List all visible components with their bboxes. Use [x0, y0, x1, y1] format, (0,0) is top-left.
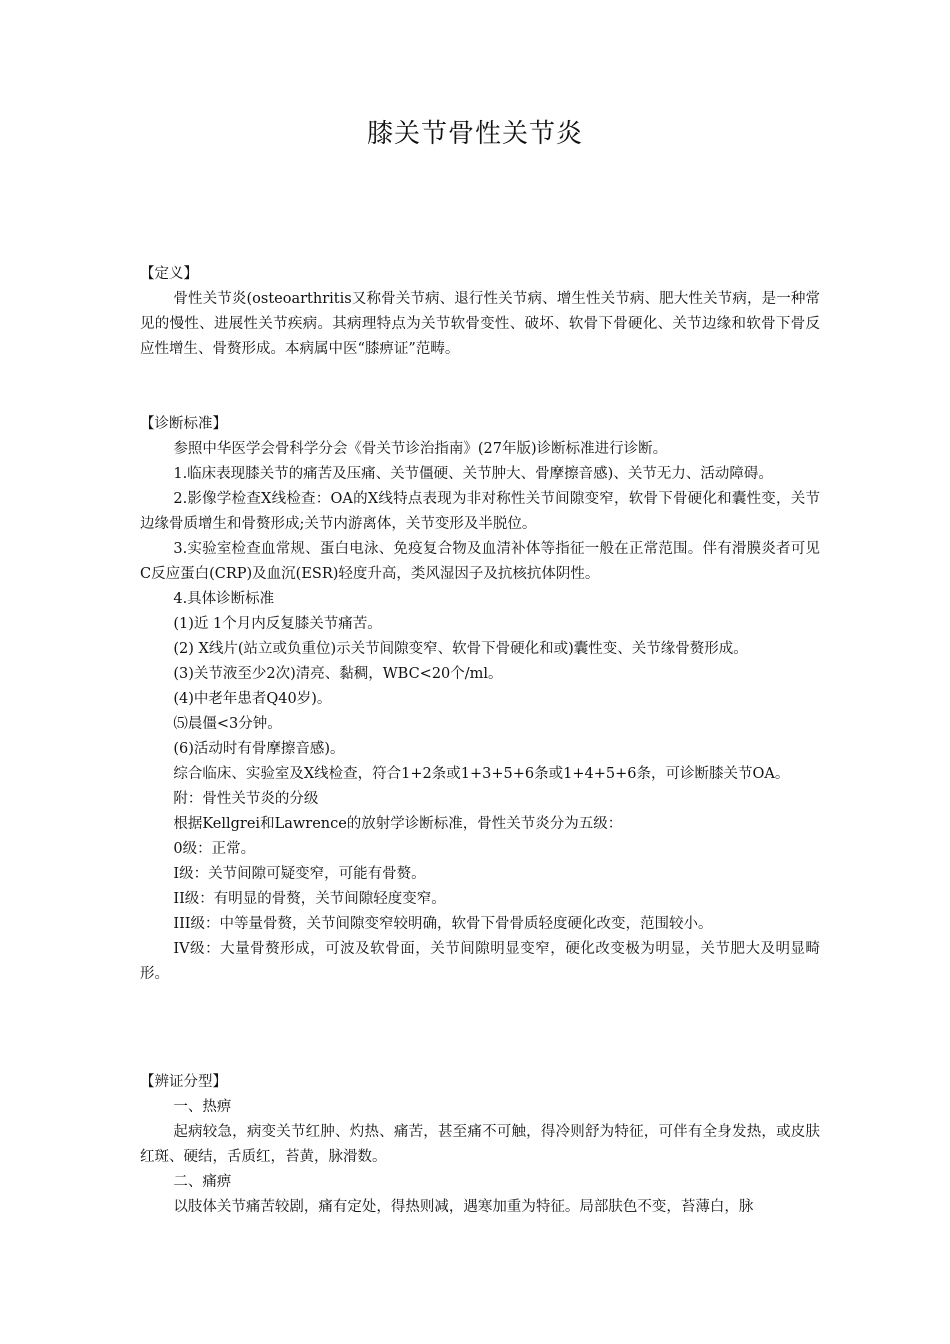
definition-heading: 【定义】	[140, 266, 198, 282]
syndrome-type-text: 以肢体关节痛苦较剧，痛有定处，得热则减，遇寒加重为特征。局部肤色不变，苔薄白，脉	[173, 1199, 754, 1215]
grade-line: I级：关节间隙可疑变窄，可能有骨赘。	[173, 866, 426, 882]
criteria-line: (4)中老年患者Q40岁)。	[173, 691, 332, 707]
grade-line: II级：有明显的骨赘，关节间隙轻度变窄。	[173, 891, 446, 907]
definition-section	[140, 262, 820, 362]
diagnosis-item: 2.影像学检查X线检查：OA的X线特点表现为非对称性关节间隙变窄，软骨下骨硬化和囊性变，关节边缘骨质增生和骨赘形成;关节内游离体，关节变形及半脱位。	[140, 491, 820, 532]
diagnosis-item: 4.具体诊断标准	[173, 591, 275, 607]
criteria-line: (3)关节液至少2次)清亮、黏稠，WBC<20个/ml。	[173, 666, 503, 682]
diagnosis-section	[140, 412, 820, 987]
criteria-line: 综合临床、实验室及X线检查，符合1+2条或1+3+5+6条或1+4+5+6条，可诊断膝关节OA。	[173, 766, 790, 782]
grade-line: III级：中等量骨赘，关节间隙变窄较明确，软骨下骨骨质轻度硬化改变，范围较小。	[173, 916, 713, 932]
diagnosis-heading: 【诊断标准】	[140, 416, 227, 432]
document-title: 膝关节骨性关节炎	[366, 119, 583, 149]
syndrome-type-title: 二、痛痹	[173, 1174, 232, 1190]
criteria-line: 附：骨性关节炎的分级	[173, 791, 319, 807]
syndrome-section	[140, 1070, 820, 1220]
criteria-line: (2) X线片(站立或负重位)示关节间隙变窄、软骨下骨硬化和或)囊性变、关节缘骨赘形成。	[173, 641, 748, 657]
criteria-line: (1)近 1个月内反复膝关节痛苦。	[173, 616, 382, 632]
definition-text: 骨性关节炎(osteoarthritis又称骨关节病、退行性关节病、增生性关节病、肥大性关节病，是一种常见的慢性、进展性关节疾病。其病理特点为关节软骨变性、破坏、软骨下骨硬化、关节边缘和软骨下骨反应性增生、骨赘形成。本病属中医“膝痹证”范畴。	[140, 291, 820, 357]
syndrome-type-title: 一、热痹	[173, 1099, 232, 1115]
diagnosis-intro: 参照中华医学会骨科学分会《骨关节诊治指南》(27年版)诊断标准进行诊断。	[173, 441, 668, 457]
diagnosis-item: 1.临床表现膝关节的痛苦及压痛、关节僵硬、关节肿大、骨摩擦音感)、关节无力、活动障碍。	[173, 466, 773, 482]
syndrome-type-text: 起病较急，病变关节红肿、灼热、痛苦，甚至痛不可触，得冷则舒为特征，可伴有全身发热，或皮肤红斑、硬结，舌质红，苔黄，脉滑数。	[140, 1124, 820, 1165]
criteria-line: (6)活动时有骨摩擦音感)。	[173, 741, 345, 757]
diagnosis-item: 3.实验室检查血常规、蛋白电泳、免疫复合物及血清补体等指征一般在正常范围。伴有滑膜炎者可见C反应蛋白(CRP)及血沉(ESR)轻度升高，类风湿因子及抗核抗体阴性。	[140, 541, 820, 582]
criteria-line: ⑸晨僵<3分钟。	[173, 716, 282, 732]
grade-line: IV级：大量骨赘形成，可波及软骨面，关节间隙明显变窄，硬化改变极为明显，关节肥大及明显畸形。	[140, 941, 820, 982]
criteria-line: 根据Kellgrei和Lawrence的放射学诊断标准，骨性关节炎分为五级：	[173, 816, 623, 832]
syndrome-heading: 【辨证分型】	[140, 1074, 227, 1090]
grade-line: 0级：正常。	[173, 841, 256, 857]
